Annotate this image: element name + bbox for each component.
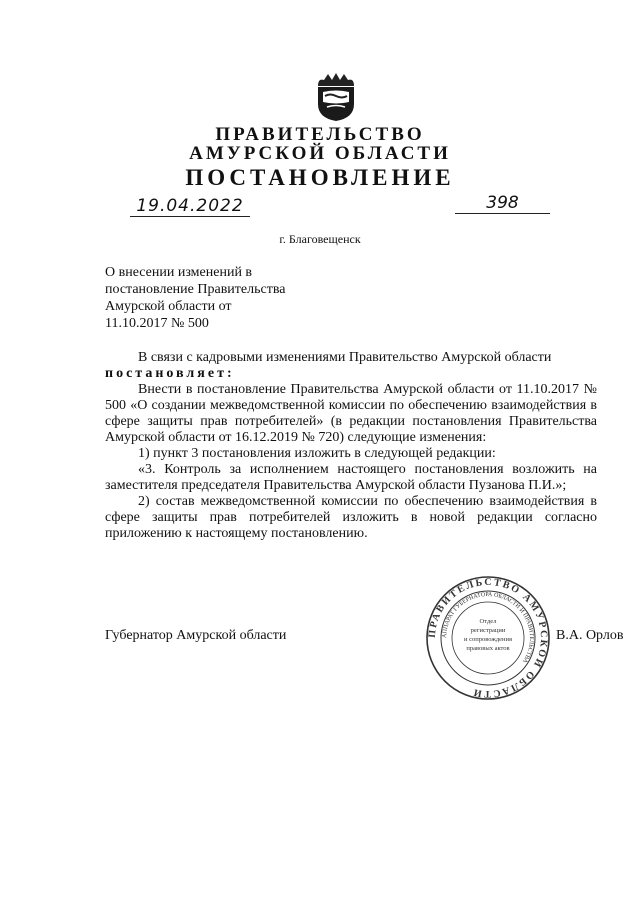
organization-name-line2: АМУРСКОЙ ОБЛАСТИ [189, 143, 451, 164]
subject-line: О внесении изменений в [105, 265, 253, 280]
document-date: 19.04.2022 [130, 196, 250, 217]
subject-line: постановление Правительства [105, 282, 286, 297]
document-type-title: ПОСТАНОВЛЕНИЕ [185, 165, 455, 190]
subitem-1-paragraph: 1) пункт 3 постановления изложить в следующей редакции: [138, 446, 496, 461]
document-number: 398 [455, 193, 550, 214]
subitem-2-paragraph: 2) состав межведомственной комиссии по обеспечению взаимодействия в сфере защиты прав потребителей изложить в новой редакции согласно приложению к настоящему постановлению. [105, 494, 597, 541]
signatory-position: Губернатор Амурской области [105, 628, 287, 643]
coat-of-arms-icon [314, 72, 358, 122]
subject-line: 11.10.2017 № 500 [105, 316, 209, 331]
item-1-paragraph: Внести в постановление Правительства Амурской области от 11.10.2017 № 500 «О создании межведомственной комиссии по обеспечению взаимодействия в сфере защиты прав потребителей» (в редакции постановления Правительства Амурской области от 16.12.2019 № 720) следующие изменения: [105, 382, 597, 445]
svg-text:Отделрегистрациии сопровождени: Отдел регистрации и сопровождения правовых актов [464, 618, 512, 652]
document-body [105, 350, 597, 542]
svg-text:АППАРАТ ГУБЕРНАТОРА ОБЛАСТИ И: АППАРАТ ГУБЕРНАТОРА ОБЛАСТИ И ПРАВИТЕЛЬСТВА [441, 591, 535, 664]
official-stamp [425, 575, 551, 701]
resolves-word: постановляет: [105, 366, 235, 381]
preamble-paragraph: В связи с кадровыми изменениями Правительство Амурской области [138, 350, 552, 365]
quoted-paragraph: «3. Контроль за исполнением настоящего постановления возложить на заместителя председателя Правительства Амурской области Пузанова П.И.»; [105, 462, 597, 493]
svg-text:ПРАВИТЕЛЬСТВО АМУРСКОЙ ОБЛАСТИ: ПРАВИТЕЛЬСТВО АМУРСКОЙ ОБЛАСТИ [426, 576, 550, 700]
organization-name-line1: ПРАВИТЕЛЬСТВО [215, 124, 425, 145]
signatory-name: В.А. Орлов [556, 628, 624, 643]
document-subject [105, 264, 285, 332]
city-name: г. Благовещенск [279, 232, 361, 246]
subject-line: Амурской области от [105, 299, 232, 314]
